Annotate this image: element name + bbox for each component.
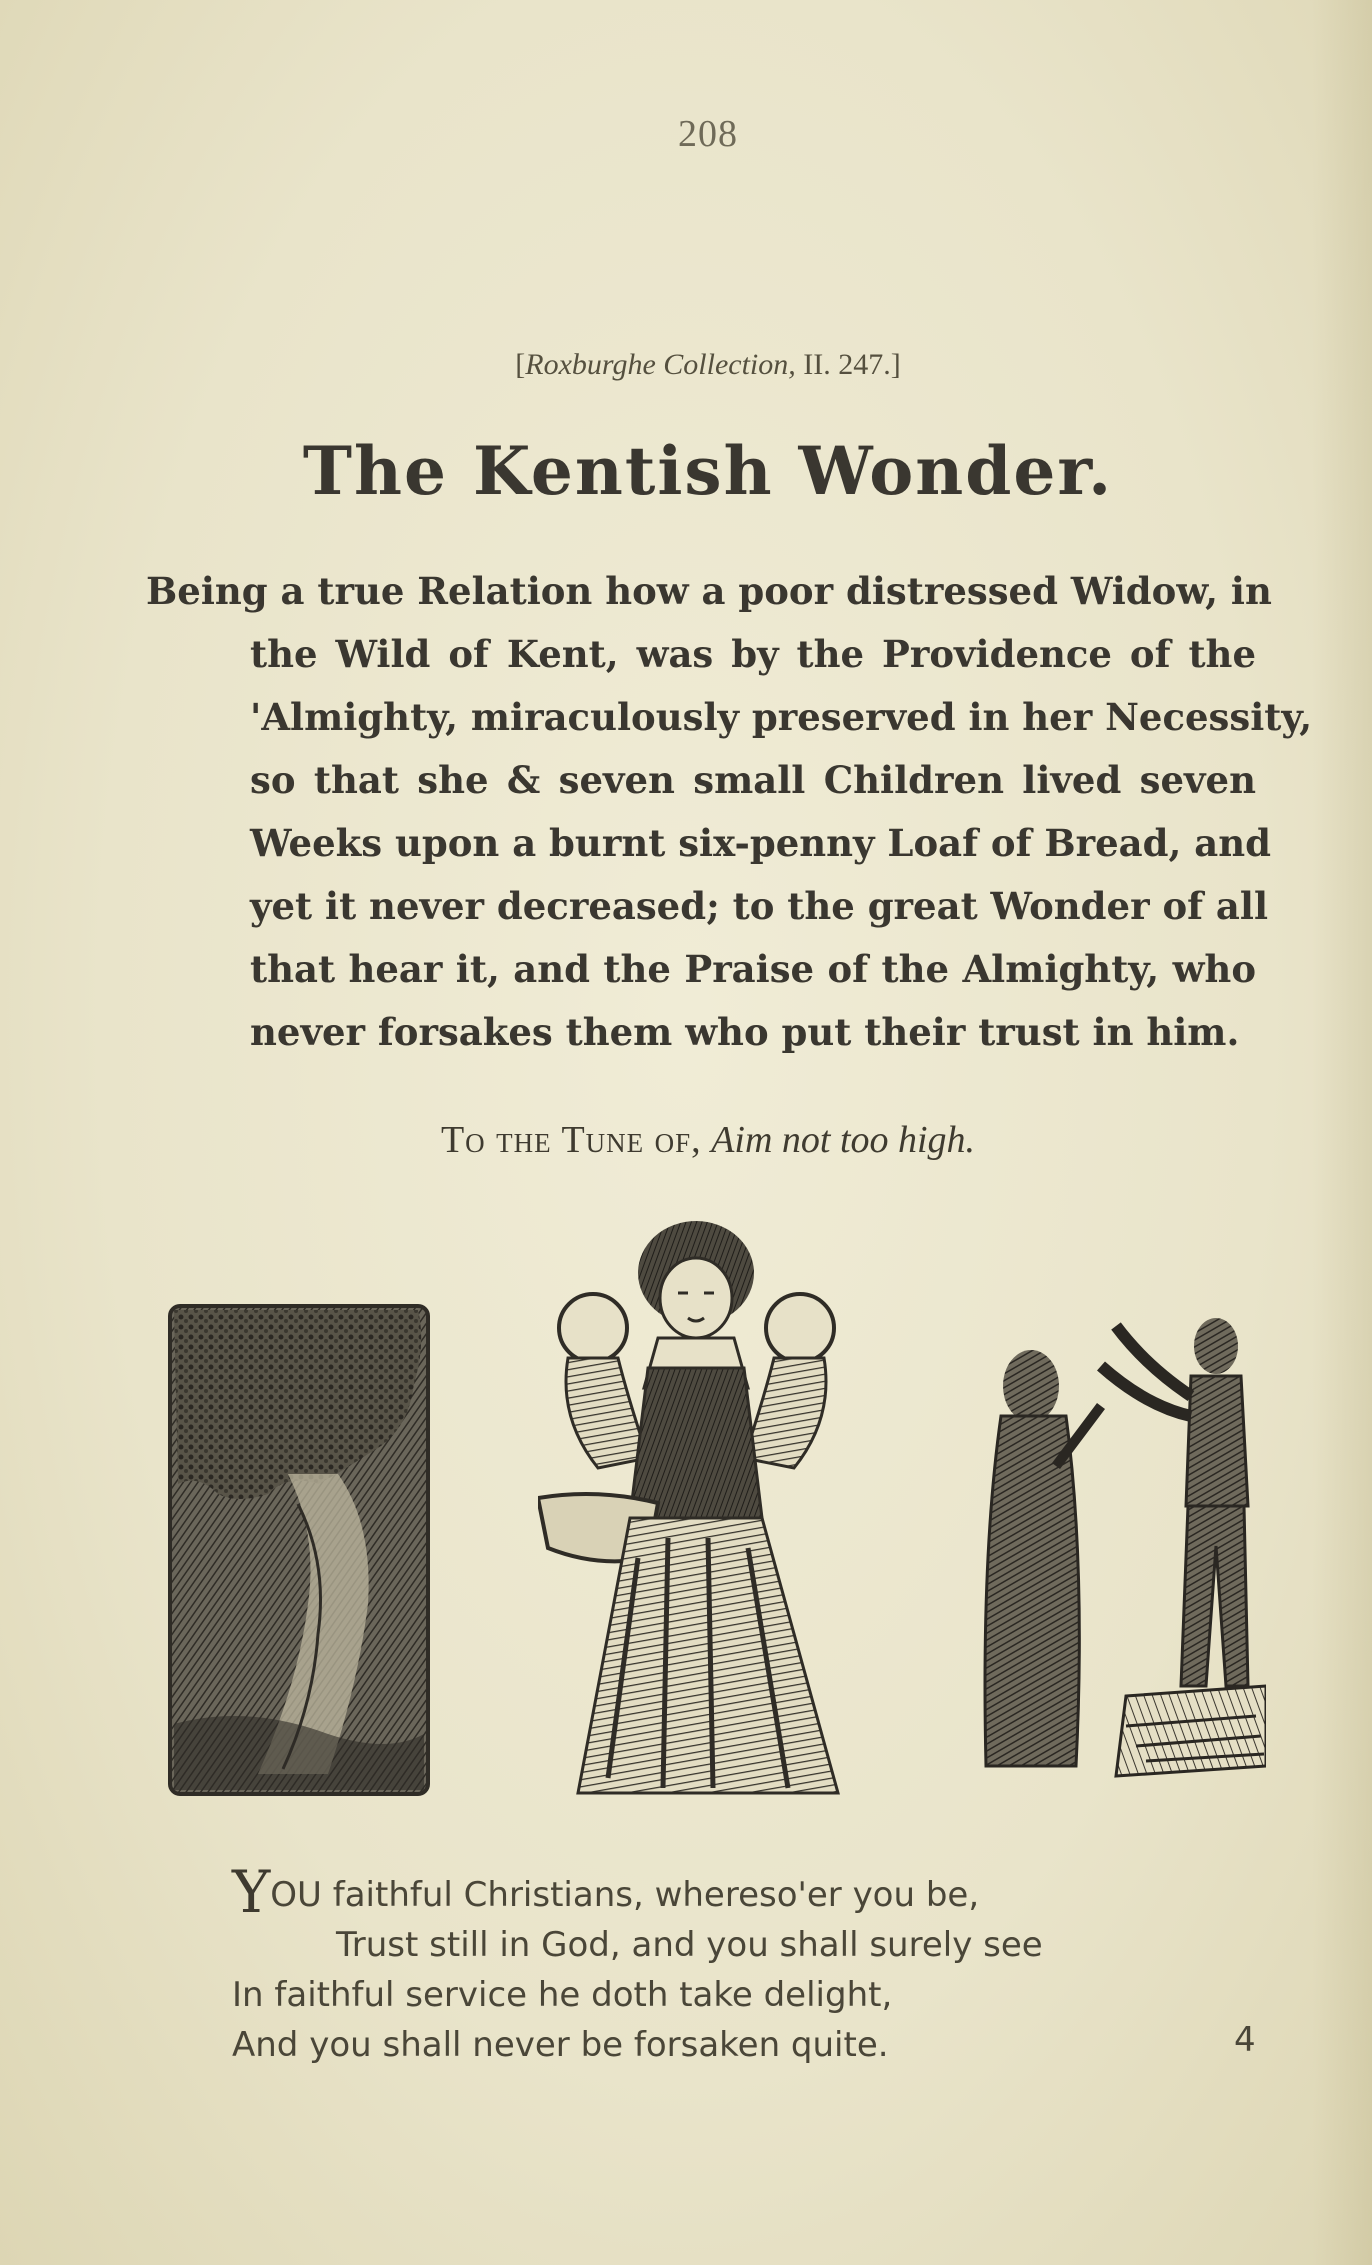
ballad-title: The Kentish Wonder. <box>302 432 1114 510</box>
verse-line-1-text: OU faithful Christians, whereso'er you be, <box>270 1875 980 1915</box>
stanza-number: 4 <box>1234 2020 1256 2060</box>
subtitle-line: Weeks upon a burnt six-penny Loaf of Bread, and <box>250 821 1272 865</box>
subtitle-line: that hear it, and the Praise of the Almighty, who <box>250 947 1256 991</box>
tune-prefix: To the Tune of, <box>440 1119 702 1161</box>
woodcut-couple-image <box>976 1306 1266 1796</box>
verse-line: In faithful service he doth take delight, <box>232 1975 893 2015</box>
subtitle-line: never forsakes them who put their trust in him. <box>250 1010 1240 1054</box>
tune-line <box>0 1118 1372 1162</box>
collection-volume: II. 247.] <box>795 348 901 381</box>
verse-dropcap: Y <box>232 1858 271 1926</box>
collection-name: Roxburghe Collection, <box>525 348 796 381</box>
page-number: 208 <box>678 113 738 155</box>
subtitle-line: so that she & seven small Children lived seven <box>250 758 1256 802</box>
collection-reference <box>0 348 1372 382</box>
subtitle-line: Being a true Relation how a poor distressed Widow, in <box>146 569 1272 613</box>
verse-line: Trust still in God, and you shall surely see <box>336 1925 1043 1965</box>
ballad-subtitle <box>146 560 1313 1064</box>
woodcut-woman-with-infants-image <box>538 1218 854 1798</box>
tune-name: Aim not too high. <box>711 1119 976 1161</box>
subtitle-line: the Wild of Kent, was by the Providence of the <box>250 632 1256 676</box>
verse-line <box>232 1858 1282 1926</box>
verse-stanza <box>232 1858 1282 2070</box>
subtitle-line: yet it never decreased; to the great Wonder of all <box>250 884 1269 928</box>
woodcut-tree-image <box>168 1304 430 1796</box>
verse-line: And you shall never be forsaken quite. <box>232 2025 889 2065</box>
subtitle-line: 'Almighty, miraculously preserved in her Necessity, <box>250 695 1313 739</box>
collection-bracket-open: [ <box>515 348 526 381</box>
